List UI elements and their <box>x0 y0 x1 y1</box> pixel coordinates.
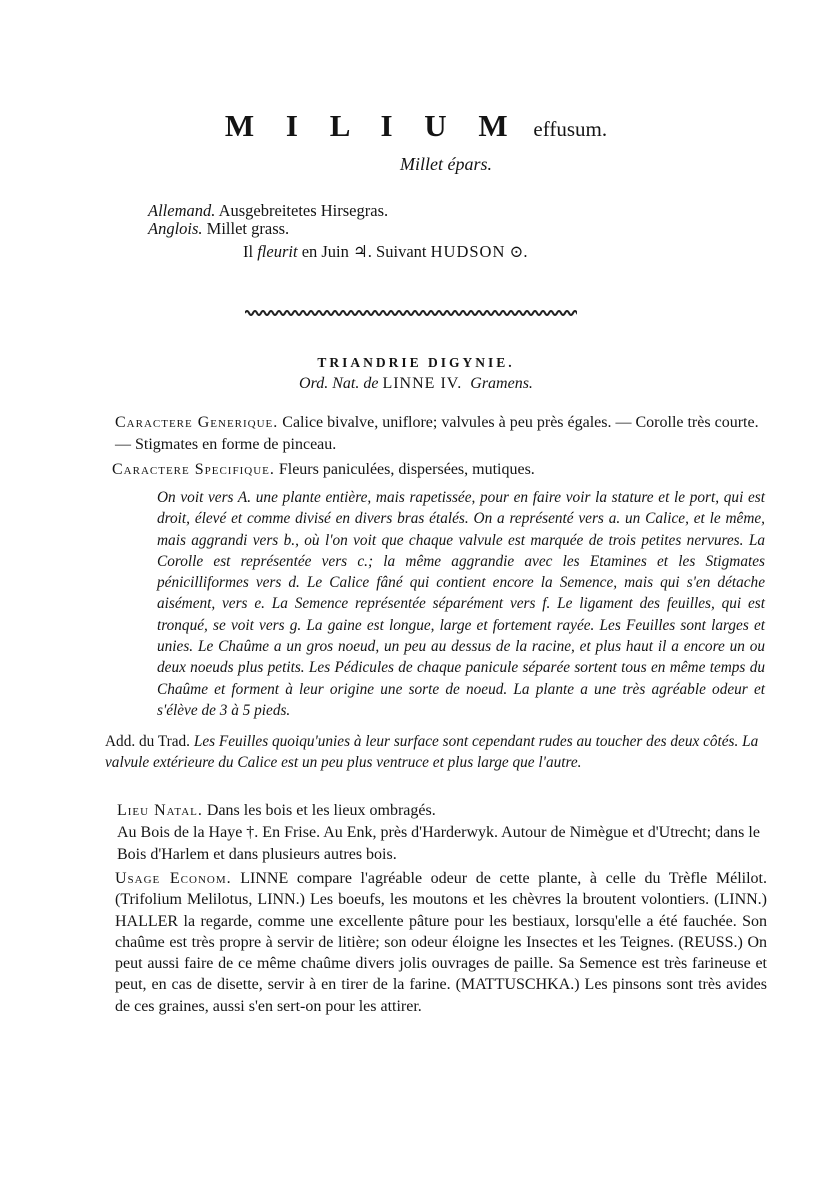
species-name: effusum. <box>533 117 608 141</box>
genus-name: M I L I U M <box>224 108 520 143</box>
usage-label: Usage Econom. <box>115 870 232 887</box>
flowering-verb: fleurit <box>257 242 298 261</box>
page-title <box>0 108 832 144</box>
habitat-line2: Au Bois de la Haye †. En Frise. Au Enk, près d'Harderwyk. Autour de Nimègue et d'Utrecht; dans le Bois d'Harlem et dans plusieurs autres bois. <box>117 824 760 863</box>
vernacular-name: Ausgebreitetes Hirsegras. <box>218 201 389 220</box>
specific-label: Caractere Specifique. <box>112 461 275 478</box>
generic-label: Caractere Generique. <box>115 414 279 431</box>
generic-text: Calice bivalve, uniflore; valvules à peu près égales. — Corolle très courte. — Stigmates en forme de pinceau. <box>115 414 759 453</box>
addition-label: Add. du Trad. <box>105 733 190 750</box>
flowering-prefix: Il <box>243 242 254 261</box>
order-prefix: Ord. Nat. de <box>299 375 379 392</box>
language-label: Anglois. <box>148 219 203 238</box>
specific-character <box>112 459 762 481</box>
habitat-line1: Dans les bois et les lieux ombragés. <box>206 802 436 819</box>
plate-description: On voit vers A. une plante entière, mais rapetissée, pour en faire voir la stature et le port, qui est droit, élevé et comme divisé en divers bras étalés. On a représenté vers a. un Calice, et le même, mais aggrandi vers b., où l'on voit que chaque valvule est marquée de trois petites nervures. La Corolle est représentée vers c.; la même aggrandie avec les Etamines et les Stigmates pénicilliformes vers d. Le Calice fâné qui contient encore la Semence, mais qui s'en détache aisément, vers e. La Semence représentée séparément vers f. Le ligament des feuilles, qui est tronqué, se voit vers g. La gaine est longue, large et fortement rayée. Les Feuilles sont larges et unies. Le Chaûme a un gros noeud, un peu au dessus de la racine, et plus haut il a encore un ou deux noeuds plus petits. Les Pédicules de chaque panicule séparée sortent tous en même temps du Chaûme et forment à leur origine une sorte de noeud. La plante a une très agréable odeur et s'élève de 3 à 5 pieds. <box>157 489 765 719</box>
generic-character <box>115 412 765 456</box>
translator-addition <box>105 731 765 774</box>
natural-order-line <box>0 375 832 393</box>
habitat-label: Lieu Natal. <box>117 802 203 819</box>
usage-text: LINNE compare l'agréable odeur de cette plante, à celle du Trèfle Mélilot. (Trifolium Melilotus, LINN.) Les boeufs, les moutons et les chèvres la broutent volontiers. (LINN.) HALLER la regarde, comme une excellente pâture pour les bestiaux, lorsqu'elle a été fauchée. Son chaûme est très propre à servir de litière; son odeur éloigne les Insectes et les Teignes. (REUSS.) On peut aussi faire de ce même chaûme divers jolis ouvrages de paille. Sa Semence est très farineuse et peut, en cas de disette, servir à en tirer de la farine. (MATTUSCHKA.) Les pinsons sont très avides de ces graines, aussi s'en sert-on pour les attirer. <box>115 870 768 1015</box>
addition-text: Les Feuilles quoiqu'unies à leur surface sont cependant rudes au toucher des deux côtés. La valvule extérieure du Calice est un peu plus ventruce et plus large que l'autre. <box>105 733 759 772</box>
french-name: Millet épars. <box>400 154 492 174</box>
economic-usage <box>115 868 767 1017</box>
ornamental-rule <box>245 308 577 318</box>
flowering-author: HUDSON <box>430 242 506 261</box>
order-family: Gramens. <box>470 375 533 392</box>
flowering-line <box>243 242 527 262</box>
vernacular-name: Millet grass. <box>206 219 290 238</box>
native-habitat <box>117 800 767 866</box>
language-label: Allemand. <box>148 201 216 220</box>
order-name: LINNE IV. <box>382 375 463 392</box>
flowering-symbol: ⊙. <box>509 242 528 261</box>
classification-heading: TRIANDRIE DIGYNIE. <box>317 355 515 370</box>
flowering-text: en Juin ♃. Suivant <box>301 242 427 261</box>
vernacular-english <box>148 219 289 239</box>
specific-text: Fleurs paniculées, dispersées, mutiques. <box>278 461 535 478</box>
vernacular-german <box>148 201 388 221</box>
